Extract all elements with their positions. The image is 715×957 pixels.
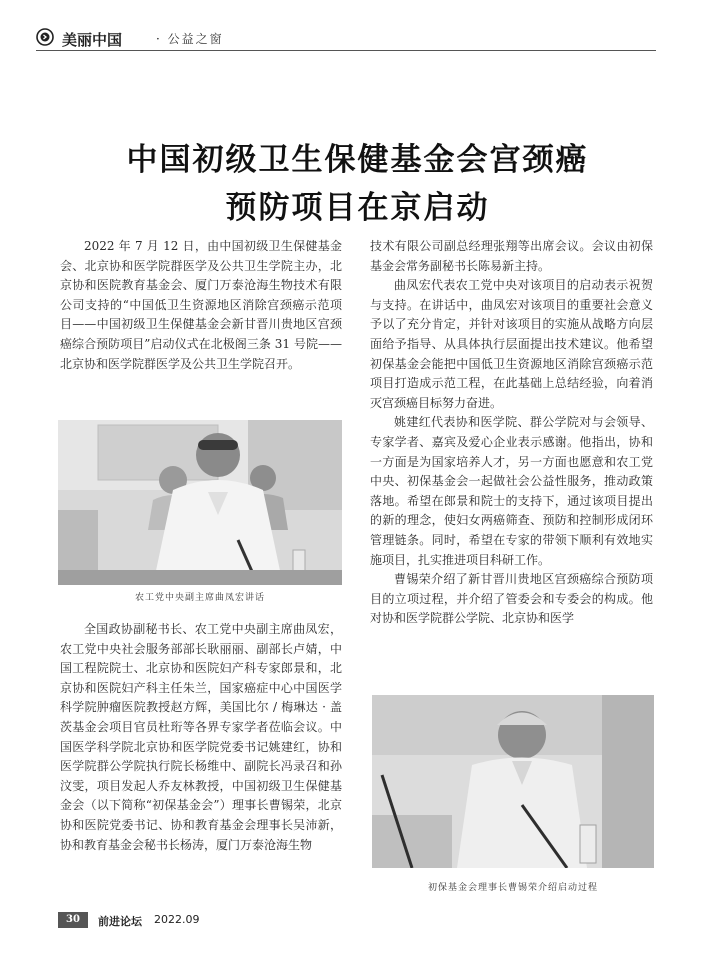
page-number: 30 — [58, 912, 88, 928]
page-header — [36, 26, 656, 52]
page-footer — [58, 912, 358, 930]
issue-number: 2022.09 — [154, 913, 200, 926]
body-paragraph: 全国政协副秘书长、农工党中央副主席曲凤宏，农工党中央社会服务部部长耿丽丽、副部长卢婧，中国工程院院士、北京协和医院妇产科专家郎景和，北京协和医院妇产科主任朱兰，国家癌症中心中国医学科学院肿瘤医院教授赵方辉，美国比尔 / 梅琳达 · 盖茨基金会项目官员杜珩等各界专家学者莅临会议。中国医学科学院北京协和医学院党委书记姚建红，协和医学院群公学院执行院长杨维中、副院长冯录召和孙汶雯，项目发起人乔友林教授，中国初级卫生保健基金会（以下简称“初保基金会”）理事长曹锡荣，北京协和医院党委书记、协和教育基金会理事长吴沛新，协和教育基金会秘书长杨涛，厦门万泰沧海生物 — [60, 622, 342, 852]
circled-arrow-icon — [36, 28, 54, 46]
journal-name: 前进论坛 — [98, 915, 142, 928]
article-title-line-1: 中国初级卫生保健基金会宫颈癌 — [126, 142, 589, 178]
photo-caption: 农工党中央副主席曲凤宏讲话 — [134, 593, 265, 603]
left-column-bottom — [60, 620, 342, 855]
photo-illustration — [372, 695, 654, 868]
body-paragraph-continued: 技术有限公司副总经理张翔等出席会议。会议由初保基金会常务副秘书长陈易新主持。 — [370, 239, 653, 273]
photo-caption: 初保基金会理事长曹锡荣介绍启动过程 — [427, 883, 598, 893]
section-title: 美丽中国 — [62, 31, 123, 49]
photo-illustration — [58, 420, 342, 585]
photo-speaker-2 — [372, 695, 654, 868]
body-paragraph: 曲凤宏代表农工党中央对该项目的启动表示祝贺与支持。在讲话中，曲凤宏对该项目的重要社会意义予以了充分肯定，并针对该项目的实施从战略方向层面给予指导、从具体执行层面提出技术建议。他希望初保基金会能把中国低卫生资源地区消除宫颈癌示范项目打造成示范工程，在此基础上总结经验，向着消灭宫颈癌目标努力奋进。 — [370, 278, 653, 410]
header-rule — [36, 50, 656, 51]
section-subtitle: · 公益之窗 — [156, 32, 224, 46]
body-paragraph: 姚建红代表协和医学院、群公学院对与会领导、专家学者、嘉宾及爱心企业表示感谢。他指出，协和一方面是为国家培养人才，另一方面也愿意和农工党中央、初保基金会一起做社会公益性服务，推动政策落地。希望在郎景和院士的支持下，通过该项目提出的新的理念，使妇女两癌筛查、预防和控制形成闭环管理链条。同时，希望在专家的带领下顺利有效地实施项目，扎实推进项目科研工作。 — [370, 415, 653, 567]
left-column-top — [60, 237, 342, 374]
right-column — [370, 237, 653, 629]
body-paragraph: 2022 年 7 月 12 日，由中国初级卫生保健基金会、北京协和医学院群医学及公共卫生学院主办，北京协和医院教育基金会、厦门万泰沧海生物技术有限公司支持的“中国低卫生资源地区消除宫颈癌示范项目——中国初级卫生保健基金会新甘晋川贵地区宫颈癌综合预防项目”启动仪式在北极阁三条 31 号院——北京协和医学院群医学及公共卫生学院召开。 — [60, 239, 342, 371]
body-paragraph: 曹锡荣介绍了新甘晋川贵地区宫颈癌综合预防项目的立项过程，并介绍了管委会和专委会的构成。他对协和医学院群公学院、北京协和医学 — [370, 572, 653, 626]
photo-speaker-1 — [58, 420, 342, 585]
article-title-line-2: 预防项目在京启动 — [225, 190, 490, 226]
